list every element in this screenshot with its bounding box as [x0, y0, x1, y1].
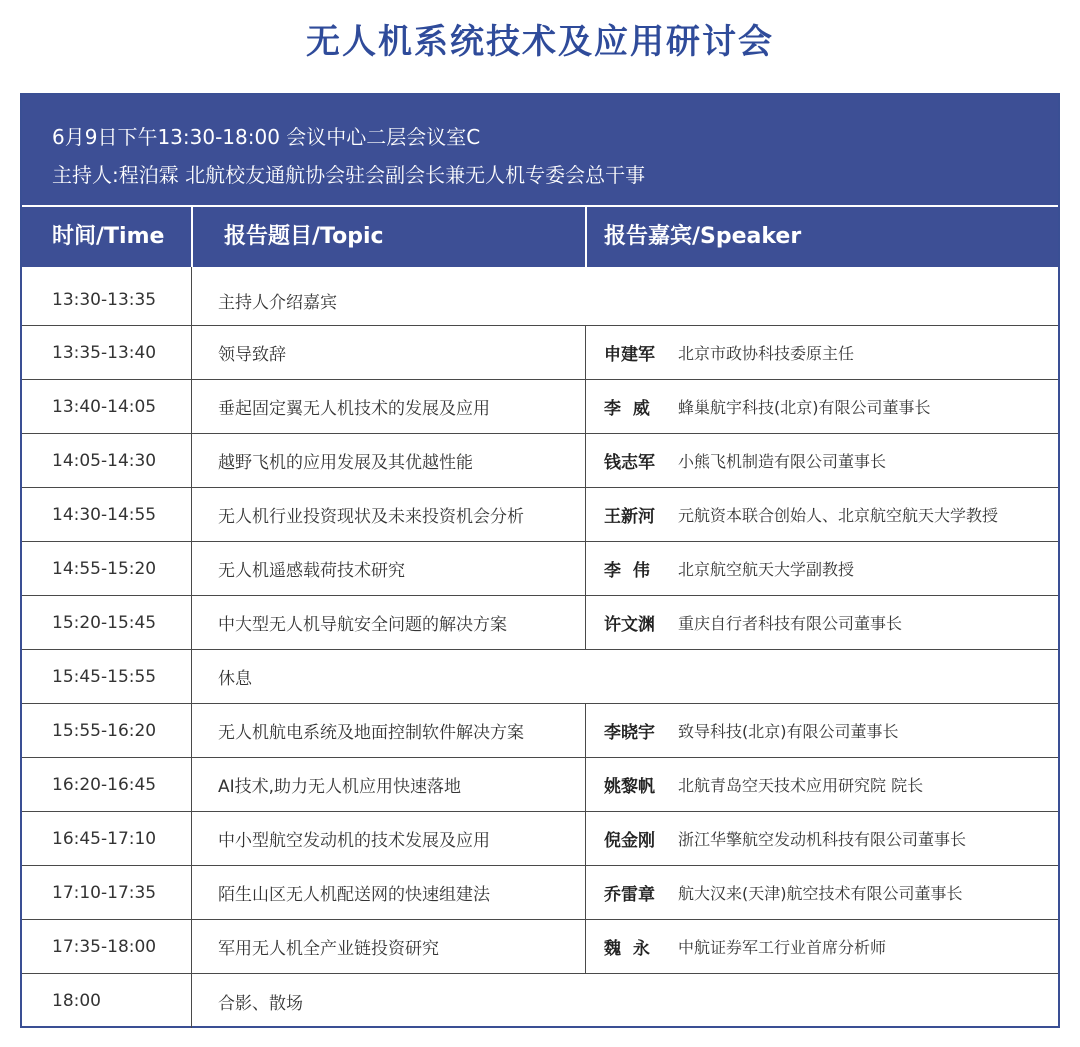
header-divider	[585, 207, 587, 267]
table-row	[22, 974, 1058, 1028]
speaker-name: 申建军	[604, 345, 655, 365]
speaker-affiliation: 元航资本联合创始人、北京航空航天大学教授	[678, 506, 999, 525]
column-divider	[585, 704, 586, 757]
speaker-name: 李 威	[604, 399, 650, 419]
table-row	[22, 920, 1058, 974]
row-time: 18:00	[52, 991, 101, 1011]
speaker-affiliation: 浙江华擎航空发动机科技有限公司董事长	[678, 830, 967, 849]
speaker-affiliation: 北京航空航天大学副教授	[678, 560, 855, 579]
column-divider	[191, 758, 192, 811]
speaker-name: 王新河	[604, 507, 655, 527]
speaker-affiliation: 中航证券军工行业首席分析师	[678, 938, 887, 957]
column-divider	[191, 920, 192, 973]
column-divider	[585, 866, 586, 919]
speaker-name: 许文渊	[604, 615, 655, 635]
row-speaker	[604, 434, 886, 487]
row-topic: 中大型无人机导航安全问题的解决方案	[218, 615, 507, 635]
row-topic: 无人机航电系统及地面控制软件解决方案	[218, 723, 524, 743]
row-topic: 中小型航空发动机的技术发展及应用	[218, 831, 490, 851]
column-divider	[585, 758, 586, 811]
table-row	[22, 596, 1058, 650]
row-topic: 越野飞机的应用发展及其优越性能	[218, 453, 473, 473]
row-time: 13:40-14:05	[52, 396, 157, 417]
row-topic: 休息	[218, 669, 252, 689]
row-time: 16:20-16:45	[52, 774, 157, 795]
column-divider	[191, 812, 192, 865]
row-time: 13:35-13:40	[52, 342, 157, 363]
table-row	[22, 434, 1058, 488]
row-topic: 合影、散场	[218, 993, 303, 1014]
row-topic: 垂起固定翼无人机技术的发展及应用	[218, 399, 490, 419]
session-info-banner	[22, 95, 1058, 205]
column-divider	[585, 812, 586, 865]
row-time: 14:55-15:20	[52, 558, 157, 579]
speaker-affiliation: 重庆自行者科技有限公司董事长	[678, 614, 903, 633]
header-time: 时间/Time	[52, 224, 165, 249]
row-time: 14:05-14:30	[52, 450, 157, 471]
speaker-name: 姚黎帆	[604, 777, 655, 797]
speaker-name: 乔雷章	[604, 885, 655, 905]
speaker-name: 李晓宇	[604, 723, 655, 743]
row-topic: 无人机遥感载荷技术研究	[218, 561, 405, 581]
column-divider	[191, 488, 192, 541]
column-divider	[585, 380, 586, 433]
speaker-affiliation: 航大汉来(天津)航空技术有限公司董事长	[678, 884, 963, 903]
column-divider	[191, 326, 192, 379]
row-topic: 军用无人机全产业链投资研究	[218, 939, 439, 959]
row-speaker	[604, 596, 902, 649]
row-topic: 陌生山区无人机配送网的快速组建法	[218, 885, 490, 905]
row-topic: 无人机行业投资现状及未来投资机会分析	[218, 507, 524, 527]
speaker-affiliation: 小熊飞机制造有限公司董事长	[678, 452, 887, 471]
row-speaker	[604, 758, 923, 811]
row-speaker	[604, 704, 899, 757]
row-topic: 主持人介绍嘉宾	[218, 292, 337, 313]
row-speaker	[604, 542, 854, 595]
row-topic: 领导致辞	[218, 345, 286, 365]
speaker-affiliation: 蜂巢航宇科技(北京)有限公司董事长	[678, 398, 931, 417]
header-speaker: 报告嘉宾/Speaker	[604, 224, 802, 249]
header-topic: 报告题目/Topic	[224, 224, 384, 249]
column-divider	[191, 542, 192, 595]
column-divider	[191, 434, 192, 487]
speaker-affiliation: 北京市政协科技委原主任	[678, 344, 855, 363]
table-row	[22, 267, 1058, 326]
table-row	[22, 326, 1058, 380]
table-row	[22, 380, 1058, 434]
column-divider	[191, 704, 192, 757]
column-divider	[191, 650, 192, 703]
session-host: 主持人:程泊霖 北航校友通航协会驻会副会长兼无人机专委会总干事	[52, 163, 646, 187]
row-topic: AI技术,助力无人机应用快速落地	[218, 777, 462, 797]
speaker-name: 李 伟	[604, 561, 650, 581]
table-row	[22, 650, 1058, 704]
row-speaker	[604, 488, 998, 541]
row-speaker	[604, 812, 966, 865]
column-divider	[585, 326, 586, 379]
row-time: 15:20-15:45	[52, 612, 157, 633]
column-divider	[191, 974, 192, 1028]
speaker-affiliation: 致导科技(北京)有限公司董事长	[678, 722, 899, 741]
header-divider	[191, 207, 193, 267]
table-row	[22, 812, 1058, 866]
column-divider	[191, 267, 192, 325]
row-time: 17:10-17:35	[52, 882, 157, 903]
column-divider	[191, 596, 192, 649]
speaker-name: 魏 永	[604, 939, 650, 959]
column-divider	[191, 380, 192, 433]
row-speaker	[604, 326, 854, 379]
row-speaker	[604, 866, 963, 919]
table-body	[22, 267, 1058, 1028]
table-row	[22, 542, 1058, 596]
row-time: 15:45-15:55	[52, 666, 157, 687]
row-speaker	[604, 380, 931, 433]
column-divider	[585, 920, 586, 973]
row-time: 16:45-17:10	[52, 828, 157, 849]
column-divider	[585, 542, 586, 595]
row-speaker	[604, 920, 886, 973]
table-row	[22, 866, 1058, 920]
page-title: 无人机系统技术及应用研讨会	[306, 22, 774, 62]
column-divider	[585, 488, 586, 541]
row-time: 13:30-13:35	[52, 290, 157, 310]
column-divider	[585, 434, 586, 487]
row-time: 15:55-16:20	[52, 720, 157, 741]
schedule-table	[20, 93, 1060, 1028]
speaker-name: 倪金刚	[604, 831, 655, 851]
table-row	[22, 488, 1058, 542]
row-time: 14:30-14:55	[52, 504, 157, 525]
row-time: 17:35-18:00	[52, 936, 157, 957]
speaker-name: 钱志军	[604, 453, 655, 473]
table-row	[22, 758, 1058, 812]
column-divider	[191, 866, 192, 919]
column-divider	[585, 596, 586, 649]
session-time-location: 6月9日下午13:30-18:00 会议中心二层会议室C	[52, 125, 481, 149]
table-header	[22, 207, 1058, 267]
speaker-affiliation: 北航青岛空天技术应用研究院 院长	[678, 776, 924, 795]
table-row	[22, 704, 1058, 758]
